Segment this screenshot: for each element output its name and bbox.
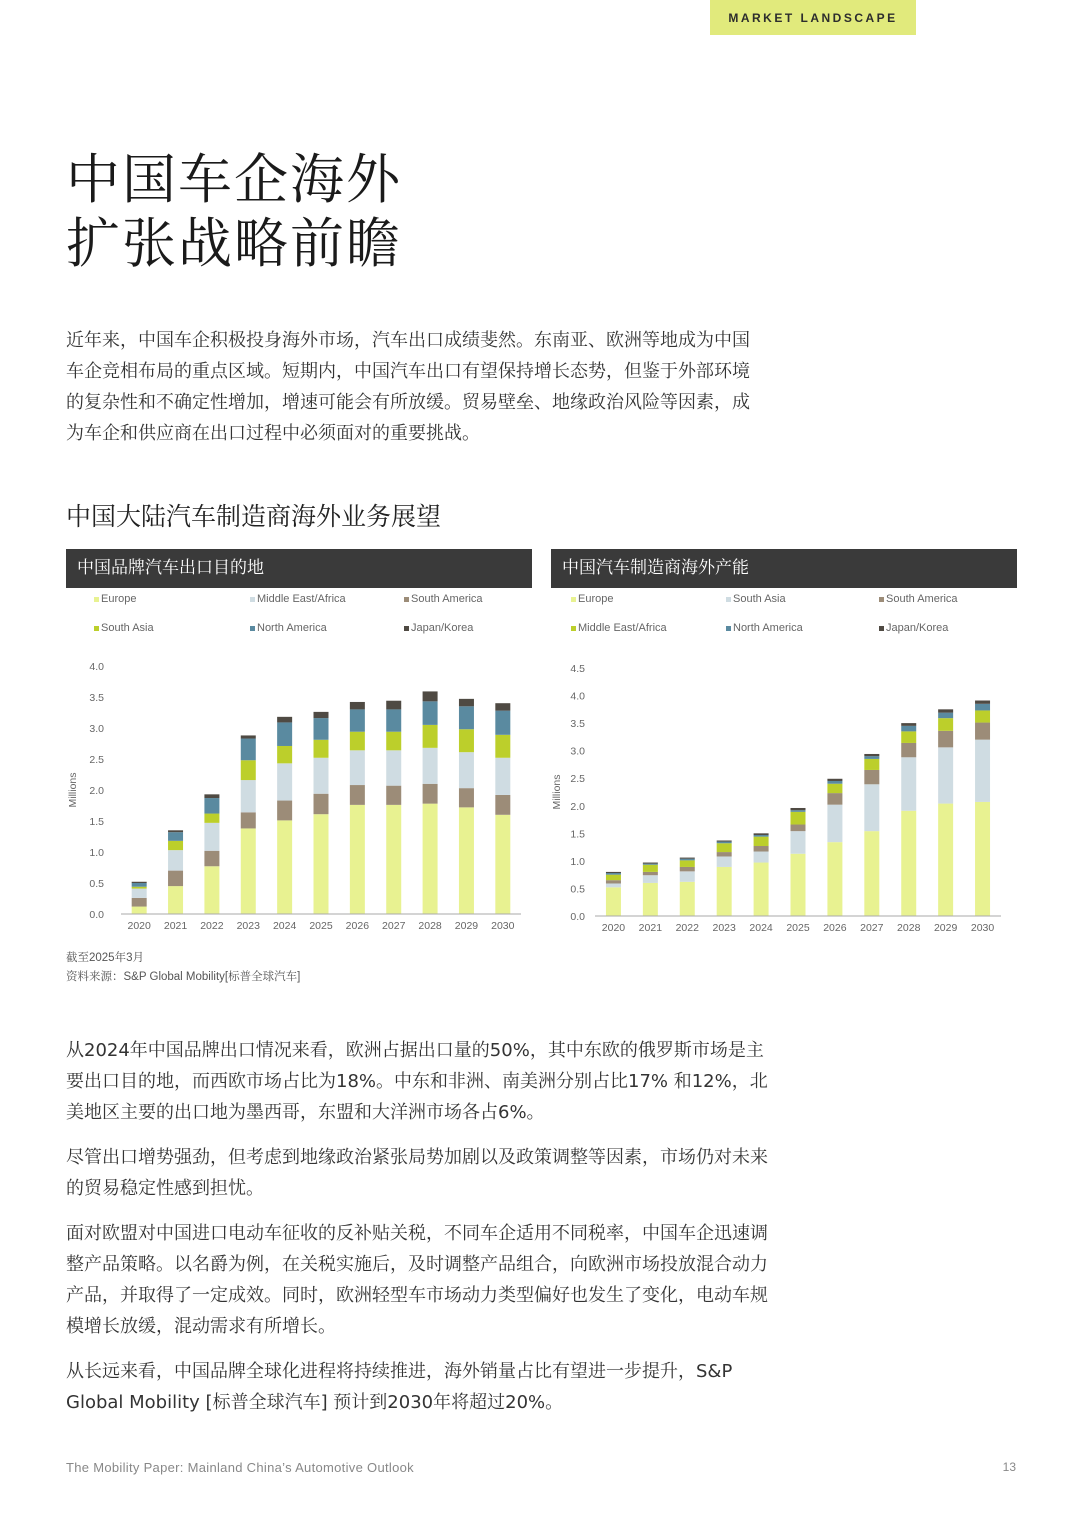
chart-panel-export-destinations (66, 549, 532, 989)
bar-segment (314, 814, 329, 914)
section-tag: MARKET LANDSCAPE (710, 0, 916, 35)
bar-segment (423, 701, 438, 725)
bar-segment (241, 812, 256, 828)
legend-item (571, 593, 613, 605)
chart-notes (66, 949, 300, 987)
bar-segment (791, 808, 806, 810)
bar-segment (423, 691, 438, 701)
legend-label: Middle East/Africa (578, 622, 667, 634)
bar-segment (350, 750, 365, 785)
bar-segment (495, 758, 510, 795)
bar-segment (864, 831, 879, 916)
legend-label: South Asia (101, 622, 154, 634)
bar-segment (680, 867, 695, 871)
legend-item (726, 593, 786, 605)
bar-segment (423, 748, 438, 784)
bar-segment (241, 760, 256, 780)
source-note: 资料来源：S&P Global Mobility[标普全球汽车] (66, 971, 301, 983)
legend-swatch (726, 597, 731, 602)
bar-segment (459, 729, 474, 752)
chart-title: 中国品牌汽车出口目的地 (66, 549, 532, 588)
section-title: 中国大陆汽车制造商海外业务展望 (66, 502, 442, 531)
body-paragraph: 从长远来看，中国品牌全球化进程将持续推进，海外销量占比有望进一步提升，S&P Global Mobility [标普全球汽车] 预计到2030年将超过20%。 (66, 1361, 733, 1413)
bar-segment (386, 750, 401, 785)
bar-segment (168, 886, 183, 914)
bar-segment (204, 866, 219, 914)
page-title (66, 148, 402, 276)
bar-segment (643, 864, 658, 865)
legend-item (404, 593, 483, 605)
bar-segment (901, 726, 916, 732)
bar-segment (827, 805, 842, 842)
bar-segment (350, 732, 365, 751)
bar-segment (606, 880, 621, 883)
legend-item (571, 622, 667, 634)
bar-segment (827, 793, 842, 805)
bar-segment (386, 805, 401, 914)
bar-segment (827, 779, 842, 781)
bar-segment (643, 872, 658, 875)
x-tick-label: 2023 (712, 922, 736, 934)
bar-segment (204, 851, 219, 867)
bar-segment (938, 718, 953, 731)
bar-segment (717, 867, 732, 916)
x-tick-label: 2025 (309, 920, 333, 932)
bar-segment (864, 784, 879, 831)
bar-segment (864, 759, 879, 770)
x-tick-label: 2024 (749, 922, 773, 934)
legend-item (250, 593, 346, 605)
page-title-line-2: 扩张战略前瞻 (66, 212, 402, 275)
bar-segment (680, 882, 695, 916)
bar-segment (901, 811, 916, 916)
bar-segment (791, 825, 806, 832)
bar-segment (643, 865, 658, 872)
y-tick-label: 0.0 (570, 911, 585, 923)
bar-segment (314, 794, 329, 814)
legend-label: North America (257, 622, 327, 634)
bar-segment (827, 781, 842, 784)
x-tick-label: 2027 (860, 922, 884, 934)
bar-segment (277, 801, 292, 821)
bar-segment (643, 883, 658, 916)
bar-segment (314, 758, 329, 794)
x-tick-label: 2028 (418, 920, 442, 932)
chart-legend (66, 588, 532, 654)
legend-item (94, 622, 154, 634)
bar-segment (975, 740, 990, 802)
body-paragraph: 面对欧盟对中国进口电动车征收的反补贴关税，不同车企适用不同税率，中国车企迅速调整产品策略。以名爵为例，在关税实施后，及时调整产品组合，向欧洲市场投放混合动力产品，并取得了一定成效。同时，欧洲轻型车市场动力类型偏好也发生了变化，电动车规模增长放缓，混动需求有所增长。 (66, 1223, 768, 1337)
bar-segment (241, 780, 256, 812)
bar-segment (717, 856, 732, 866)
bar-segment (643, 875, 658, 883)
bar-segment (350, 702, 365, 709)
bar-segment (643, 863, 658, 864)
footer-publication-title: The Mobility Paper: Mainland China’s Automotive Outlook (66, 1460, 414, 1475)
legend-item (250, 622, 327, 634)
legend-swatch (571, 626, 576, 631)
bar-segment (277, 746, 292, 763)
legend-swatch (571, 597, 576, 602)
bar-segment (680, 871, 695, 881)
stacked-bar-chart (66, 654, 532, 984)
bar-segment (132, 898, 147, 907)
bar-segment (277, 722, 292, 746)
bar-segment (754, 835, 769, 837)
bar-segment (754, 852, 769, 863)
x-tick-label: 2029 (454, 920, 479, 932)
legend-swatch (879, 626, 884, 631)
y-tick-label: 2.5 (570, 773, 585, 786)
bar-segment (717, 852, 732, 856)
bar-segment (204, 794, 219, 798)
bar-segment (938, 804, 953, 916)
bar-segment (606, 873, 621, 875)
bar-segment (680, 859, 695, 861)
bar-segment (606, 883, 621, 887)
bar-segment (827, 842, 842, 916)
bar-segment (975, 704, 990, 711)
bar-segment (168, 841, 183, 850)
page-title-line-1: 中国车企海外 (66, 148, 402, 211)
bar-segment (423, 804, 438, 914)
bar-segment (827, 784, 842, 793)
bar-segment (754, 837, 769, 846)
bar-segment (938, 747, 953, 803)
bar-segment (314, 718, 329, 740)
x-tick-label: 2028 (897, 922, 921, 934)
legend-item (94, 593, 136, 605)
y-tick-label: 3.0 (570, 745, 585, 758)
bar-segment (791, 854, 806, 916)
bar-segment (277, 763, 292, 800)
bar-segment (754, 846, 769, 852)
bar-segment (459, 752, 474, 788)
bar-segment (680, 858, 695, 859)
body-paragraph: 尽管出口增势强劲，但考虑到地缘政治紧张局势加剧以及政策调整等因素，市场仍对未来的贸易稳定性感到担忧。 (66, 1147, 768, 1199)
x-tick-label: 2022 (200, 920, 224, 932)
bar-segment (350, 805, 365, 914)
bar-segment (241, 739, 256, 761)
legend-label: Middle East/Africa (257, 593, 346, 605)
y-tick-label: 0.0 (89, 909, 104, 921)
bar-segment (132, 907, 147, 914)
bar-segment (495, 735, 510, 758)
x-tick-label: 2026 (823, 922, 847, 934)
x-tick-label: 2021 (163, 920, 188, 932)
bar-segment (975, 710, 990, 722)
bar-segment (495, 711, 510, 735)
x-tick-label: 2030 (491, 920, 515, 932)
legend-item (879, 593, 958, 605)
x-tick-label: 2020 (127, 920, 151, 932)
bar-segment (386, 701, 401, 710)
bar-segment (277, 820, 292, 914)
y-tick-label: 3.0 (89, 723, 104, 735)
y-tick-label: 1.5 (570, 828, 585, 841)
body-paragraph: 从2024年中国品牌出口情况来看，欧洲占据出口量的50%，其中东欧的俄罗斯市场是主要出口目的地，而西欧市场占比为18%。中东和非洲、南美洲分别占比17% 和12%，北美地区主要的出口地为墨西哥，东盟和大洋洲市场各占6%。 (66, 1040, 768, 1123)
bar-segment (864, 756, 879, 759)
y-tick-label: 2.0 (89, 785, 104, 797)
bar-segment (204, 798, 219, 814)
bar-segment (241, 828, 256, 914)
bar-segment (204, 814, 219, 823)
legend-label: South Asia (733, 593, 786, 605)
legend-swatch (879, 597, 884, 602)
bar-segment (938, 731, 953, 748)
data-date-note: 截至2025年3月 (66, 952, 144, 964)
x-tick-label: 2021 (638, 922, 663, 934)
bar-segment (423, 784, 438, 804)
legend-swatch (404, 626, 409, 631)
bar-segment (132, 887, 147, 889)
x-tick-label: 2027 (382, 920, 406, 932)
bar-segment (717, 842, 732, 844)
bar-segment (495, 703, 510, 710)
bar-segment (938, 713, 953, 719)
bar-segment (277, 717, 292, 723)
bar-segment (386, 732, 401, 751)
bar-segment (864, 770, 879, 784)
chart-title: 中国汽车制造商海外产能 (551, 549, 1017, 588)
legend-swatch (726, 626, 731, 631)
y-tick-label: 1.0 (89, 847, 104, 859)
bar-segment (241, 735, 256, 738)
bar-segment (168, 832, 183, 841)
bar-segment (975, 723, 990, 740)
x-tick-label: 2024 (272, 920, 297, 932)
bar-segment (386, 786, 401, 805)
y-tick-label: 2.0 (570, 800, 585, 813)
bar-segment (791, 831, 806, 854)
legend-label: North America (733, 622, 803, 634)
y-tick-label: 0.5 (570, 883, 585, 896)
bar-segment (459, 807, 474, 914)
chart-panel-overseas-capacity (551, 549, 1017, 989)
bar-segment (717, 840, 732, 841)
bar-segment (495, 815, 510, 914)
bar-segment (386, 709, 401, 731)
bar-segment (938, 709, 953, 712)
legend-label: South America (886, 593, 958, 605)
x-tick-label: 2022 (675, 922, 699, 934)
bar-segment (168, 850, 183, 870)
legend-item (879, 622, 948, 634)
bar-segment (717, 843, 732, 852)
legend-label: South America (411, 593, 483, 605)
intro-paragraph: 近年来，中国车企积极投身海外市场，汽车出口成绩斐然。东南亚、欧洲等地成为中国车企竞相布局的重点区域。短期内，中国汽车出口有望保持增长态势，但鉴于外部环境的复杂性和不确定性增加，增速可能会有所放缓。贸易壁垒、地缘政治风险等因素，成为车企和供应商在出口过程中必须面对的重要挑战。 (66, 330, 750, 444)
stacked-bar-chart (551, 654, 1017, 984)
y-tick-label: 1.5 (89, 816, 104, 828)
bar-segment (459, 699, 474, 706)
legend-swatch (250, 626, 255, 631)
bar-segment (204, 823, 219, 851)
bar-segment (901, 743, 916, 757)
y-tick-label: 4.0 (89, 661, 104, 673)
y-axis-label: Millions (551, 774, 563, 810)
legend-item (726, 622, 803, 634)
y-tick-label: 4.0 (570, 690, 585, 703)
y-tick-label: 3.5 (570, 718, 585, 731)
bar-segment (864, 754, 879, 756)
bar-segment (901, 731, 916, 743)
y-tick-label: 0.5 (89, 878, 104, 890)
x-tick-label: 2030 (970, 922, 995, 934)
legend-swatch (94, 626, 99, 631)
x-tick-label: 2026 (345, 920, 370, 932)
bar-segment (791, 812, 806, 825)
y-tick-label: 2.5 (89, 754, 104, 766)
bar-segment (132, 889, 147, 898)
legend-swatch (94, 597, 99, 602)
bar-segment (606, 875, 621, 881)
bar-segment (680, 860, 695, 867)
bar-segment (975, 802, 990, 916)
x-tick-label: 2025 (786, 922, 810, 934)
x-tick-label: 2020 (601, 922, 626, 934)
bar-segment (459, 788, 474, 807)
bar-segment (168, 871, 183, 887)
bar-segment (168, 830, 183, 832)
y-tick-label: 4.5 (570, 663, 585, 675)
x-tick-label: 2029 (933, 922, 958, 934)
bar-segment (314, 740, 329, 758)
legend-label: Japan/Korea (411, 622, 474, 634)
legend-label: Europe (101, 593, 137, 605)
bar-segment (754, 863, 769, 916)
bar-segment (350, 785, 365, 805)
y-tick-label: 3.5 (89, 692, 104, 704)
bar-segment (459, 706, 474, 729)
bar-segment (791, 810, 806, 812)
bar-segment (314, 712, 329, 718)
bar-segment (754, 833, 769, 835)
x-tick-label: 2023 (236, 920, 260, 932)
legend-label: Europe (578, 593, 614, 605)
bar-segment (132, 882, 147, 883)
bar-segment (132, 883, 147, 887)
bar-segment (606, 872, 621, 873)
chart-legend (551, 588, 1017, 654)
y-tick-label: 1.0 (570, 855, 585, 868)
legend-swatch (250, 597, 255, 602)
bar-segment (350, 709, 365, 731)
legend-label: Japan/Korea (886, 622, 949, 634)
bar-segment (423, 725, 438, 748)
bar-segment (606, 887, 621, 916)
bar-segment (901, 723, 916, 726)
page-number: 13 (1002, 1460, 1016, 1474)
bar-segment (975, 701, 990, 704)
bar-segment (901, 757, 916, 810)
legend-swatch (404, 597, 409, 602)
y-axis-label: Millions (67, 772, 79, 808)
legend-item (404, 622, 473, 634)
bar-segment (495, 795, 510, 815)
